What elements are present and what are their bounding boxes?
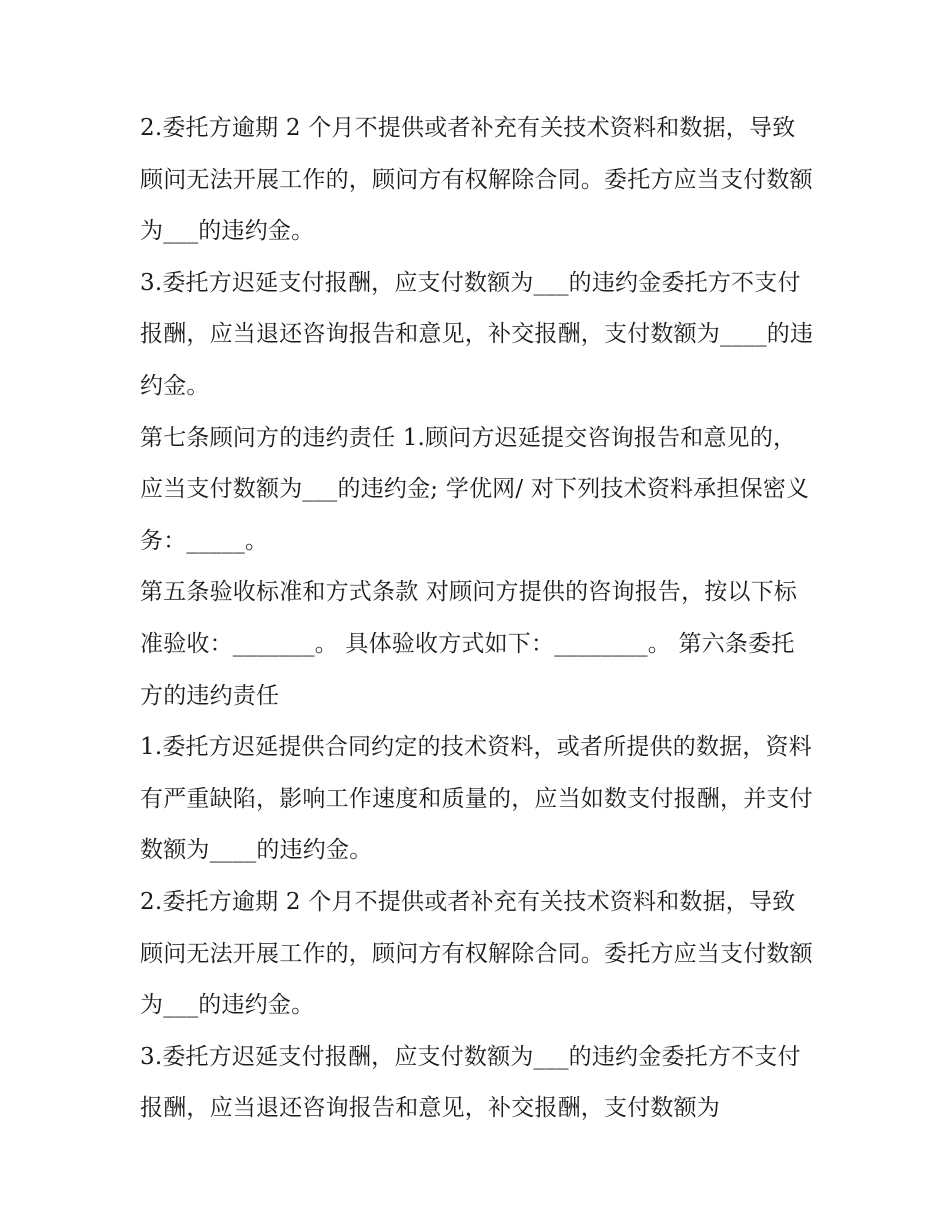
paragraph-article-5-acceptance: 第五条验收标准和方式条款 对顾问方提供的咨询报告，按以下标准验收：_______。 具体验收方式如下：________。 第六条委托方的违约责任 [140, 579, 798, 709]
paragraph-article-7-consultant-liability: 第七条顾问方的违约责任 1.顾问方迟延提交咨询报告和意见的，应当支付数额为___的违约金; 学优网/ 对下列技术资料承担保密义务：_____。 [140, 424, 810, 554]
paragraph-client-overdue-data-1: 2.委托方逾期 2 个月不提供或者补充有关技术资料和数据，导致顾问无法开展工作的，顾问方有权解除合同。委托方应当支付数额为___的违约金。 [140, 115, 813, 245]
paragraph-client-overdue-data-2: 2.委托方逾期 2 个月不提供或者补充有关技术资料和数据，导致顾问无法开展工作的，顾问方有权解除合同。委托方应当支付数额为___的违约金。 [140, 888, 813, 1019]
paragraph-client-late-payment-1: 3.委托方迟延支付报酬，应支付数额为___的违约金委托方不支付报酬，应当退还咨询报告和意见，补交报酬，支付数额为____的违约金。 [140, 269, 814, 399]
document-body [140, 103, 815, 1135]
paragraph-client-late-materials: 1.委托方迟延提供合同约定的技术资料，或者所提供的数据，资料有严重缺陷，影响工作速度和质量的，应当如数支付报酬，并支付数额为____的违约金。 [140, 734, 813, 864]
paragraph-client-late-payment-2: 3.委托方迟延支付报酬，应支付数额为___的违约金委托方不支付报酬，应当退还咨询报告和意见，补交报酬，支付数额为 [140, 1043, 801, 1122]
